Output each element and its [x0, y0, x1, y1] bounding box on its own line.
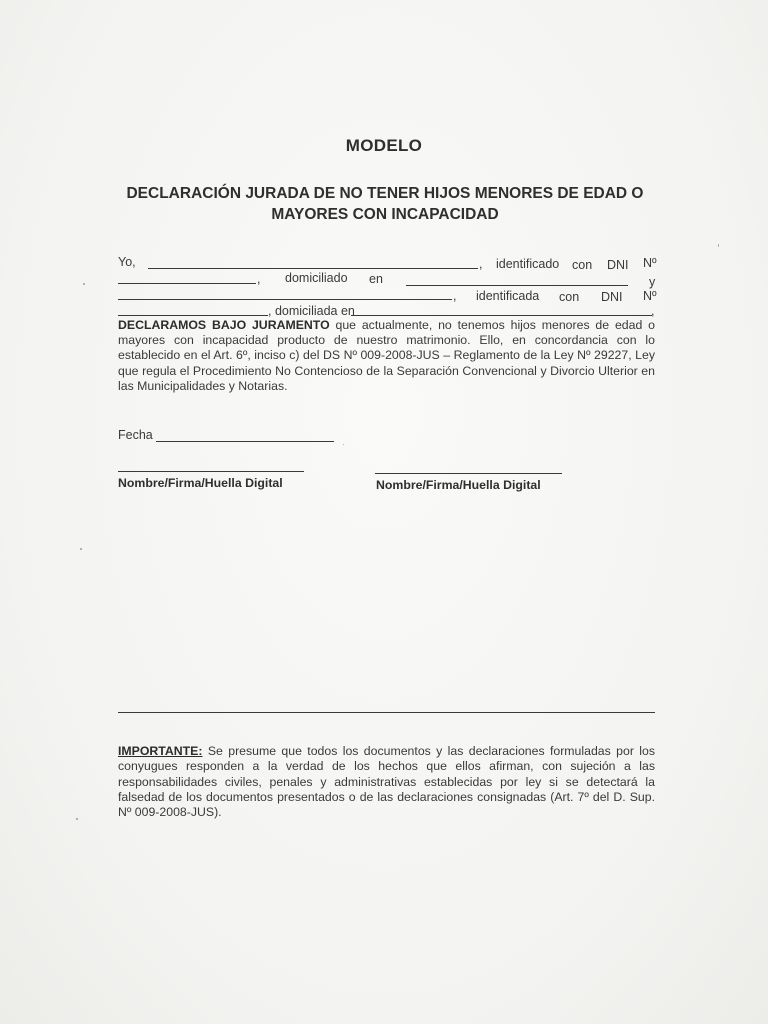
signature-line-right[interactable]	[375, 473, 562, 474]
label-identificada: identificada	[476, 289, 540, 303]
comma: ,	[479, 257, 483, 271]
declaration-body: que actualmente, no tenemos hijos menores de edad o mayores con incapacidad producto de nuestro matrimonio. Ello, en concordancia con lo establecido en el Art. 6º, inciso c) del DS Nº 009-2008-JUS – Reglamento de la Ley Nº 29227, Ley que regula el Procedimiento No Contencioso de la Separación Convencional y Divorcio Ulterior en las Municipalidades y Notarias.	[118, 318, 655, 393]
subtitle-line-2: MAYORES CON INCAPACIDAD	[271, 206, 499, 223]
label-en: en	[369, 272, 383, 286]
label-dni: DNI	[601, 290, 623, 304]
scan-speck	[76, 818, 78, 820]
declaration-paragraph	[118, 318, 655, 394]
important-label: IMPORTANTE:	[118, 744, 203, 758]
label-yo: Yo,	[118, 255, 136, 269]
scan-speck	[343, 444, 344, 445]
label-domiciliada-en: , domiciliada en	[268, 304, 355, 318]
declaration-heading: DECLARAMOS BAJO JURAMENTO	[118, 318, 330, 332]
dni-field-2[interactable]	[118, 315, 268, 316]
important-note	[118, 744, 655, 820]
signature-label-left: Nombre/Firma/Huella Digital	[118, 476, 283, 490]
scan-speck	[718, 244, 719, 247]
dni-field-1[interactable]	[118, 283, 256, 284]
label-numero: Nº	[643, 289, 657, 303]
document-subtitle	[110, 183, 660, 225]
section-divider	[118, 712, 655, 713]
label-fecha: Fecha	[118, 428, 153, 442]
label-identificado: identificado	[496, 257, 560, 271]
subtitle-line-1: DECLARACIÓN JURADA DE NO TENER HIJOS MENORES DE EDAD O	[126, 185, 644, 202]
label-con: con	[559, 290, 580, 304]
scan-speck	[80, 548, 82, 550]
label-dni: DNI	[607, 258, 629, 272]
comma: ,	[453, 289, 457, 303]
label-domiciliado: domiciliado	[285, 271, 348, 285]
scan-speck	[83, 283, 85, 285]
label-numero: Nº	[643, 256, 657, 270]
address-field-1[interactable]	[406, 285, 628, 286]
name-field-2[interactable]	[118, 299, 452, 300]
signature-line-left[interactable]	[118, 471, 304, 472]
label-y: y	[649, 275, 656, 289]
comma: ,	[257, 272, 261, 286]
address-field-2[interactable]	[351, 315, 652, 316]
label-con: con	[572, 258, 593, 272]
important-text: Se presume que todos los documentos y las declaraciones formuladas por los conyugues responden a la verdad de los hechos que ellos afirman, con sujeción a las responsabilidades civiles, penales y administrativas establecidas por ley si se detectará la falsedad de los documentos presentados o de las declaraciones consignadas (Art. 7º del D. Sup. Nº 009-2008-JUS).	[118, 744, 655, 820]
signature-label-right: Nombre/Firma/Huella Digital	[376, 478, 541, 492]
date-field[interactable]	[156, 441, 334, 442]
comma: ,	[651, 304, 655, 318]
document-title: MODELO	[345, 136, 423, 155]
name-field-1[interactable]	[148, 268, 478, 269]
